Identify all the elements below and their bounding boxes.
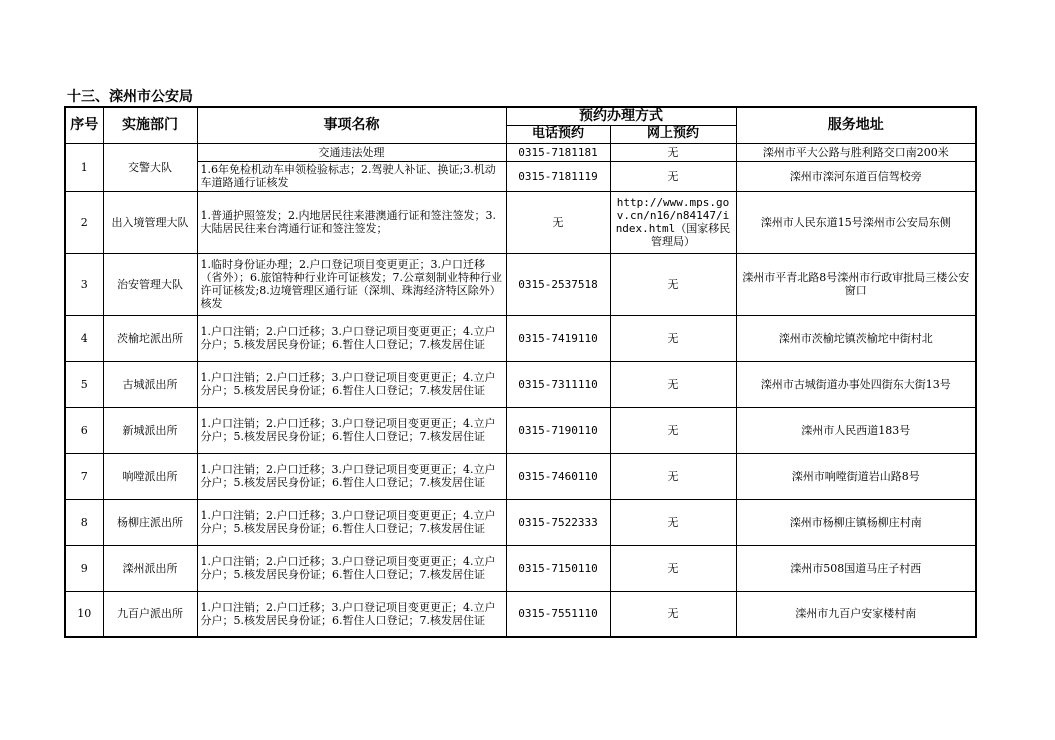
row-items: 1.6年免检机动车申领检验标志；2.驾驶人补证、换证;3.机动车道路通行证核发 <box>197 161 506 191</box>
row-dept: 九百户派出所 <box>103 591 197 637</box>
row-online: 无 <box>610 361 736 407</box>
online-note: （国家移民管理局） <box>651 222 731 248</box>
row-online: 无 <box>610 253 736 315</box>
row-items: 1.户口注销；2.户口迁移；3.户口登记项目变更更正；4.立户分户；5.核发居民身份证；6.暂住人口登记；7.核发居住证 <box>197 361 506 407</box>
row-phone: 0315-7181181 <box>506 143 610 161</box>
header-phone: 电话预约 <box>506 125 610 143</box>
row-dept: 杨柳庄派出所 <box>103 499 197 545</box>
row-address: 滦州市茨榆坨镇茨榆坨中街村北 <box>736 315 976 361</box>
row-items: 1.临时身份证办理；2.户口登记项目变更更正；3.户口迁移（省外）；6.旅馆特种行业许可证核发；7.公章刻制业特种行业许可证核发;8.边境管理区通行证（深圳、珠海经济特区除外）核发 <box>197 253 506 315</box>
row-no: 10 <box>65 591 103 637</box>
row-online: 无 <box>610 453 736 499</box>
row-online: 无 <box>610 499 736 545</box>
row-phone: 0315-7150110 <box>506 545 610 591</box>
row-address: 滦州市滦河东道百信驾校旁 <box>736 161 976 191</box>
table-row <box>65 143 976 161</box>
row-address: 滦州市响嘡街道岩山路8号 <box>736 453 976 499</box>
table-row <box>65 545 976 591</box>
row-online: 无 <box>610 591 736 637</box>
table-row <box>65 191 976 253</box>
section-title: 十三、滦州市公安局 <box>67 89 193 105</box>
table-row <box>65 361 976 407</box>
row-online: 无 <box>610 407 736 453</box>
row-phone: 0315-7419110 <box>506 315 610 361</box>
row-items: 交通违法处理 <box>197 143 506 161</box>
row-phone: 0315-7181119 <box>506 161 610 191</box>
row-items: 1.户口注销；2.户口迁移；3.户口登记项目变更更正；4.立户分户；5.核发居民身份证；6.暂住人口登记；7.核发居住证 <box>197 315 506 361</box>
row-dept: 茨榆坨派出所 <box>103 315 197 361</box>
row-no: 4 <box>65 315 103 361</box>
table-row <box>65 407 976 453</box>
row-no: 9 <box>65 545 103 591</box>
table-row <box>65 315 976 361</box>
row-online: 无 <box>610 545 736 591</box>
row-online: 无 <box>610 143 736 161</box>
appointment-table <box>64 106 977 638</box>
row-items: 1.户口注销；2.户口迁移；3.户口登记项目变更更正；4.立户分户；5.核发居民身份证；6.暂住人口登记；7.核发居住证 <box>197 453 506 499</box>
header-dept: 实施部门 <box>103 107 197 143</box>
header-address: 服务地址 <box>736 107 976 143</box>
row-phone: 0315-2537518 <box>506 253 610 315</box>
row-items: 1.普通护照签发；2.内地居民往来港澳通行证和签注签发；3.大陆居民往来台湾通行证和签注签发； <box>197 191 506 253</box>
online-url[interactable]: http://www.mps.gov.cn/n16/n84147/index.html <box>615 196 730 235</box>
row-online: 无 <box>610 315 736 361</box>
header-method: 预约办理方式 <box>506 107 736 125</box>
row-dept: 响嘡派出所 <box>103 453 197 499</box>
row-items: 1.户口注销；2.户口迁移；3.户口登记项目变更更正；4.立户分户；5.核发居民身份证；6.暂住人口登记；7.核发居住证 <box>197 499 506 545</box>
header-items: 事项名称 <box>197 107 506 143</box>
row-no: 7 <box>65 453 103 499</box>
row-dept: 滦州派出所 <box>103 545 197 591</box>
row-items: 1.户口注销；2.户口迁移；3.户口登记项目变更更正；4.立户分户；5.核发居民身份证；6.暂住人口登记；7.核发居住证 <box>197 407 506 453</box>
row-online-link[interactable] <box>610 191 736 253</box>
header-no: 序号 <box>65 107 103 143</box>
row-address: 滦州市九百户安家楼村南 <box>736 591 976 637</box>
row-address: 滦州市平大公路与胜利路交口南200米 <box>736 143 976 161</box>
row-no: 6 <box>65 407 103 453</box>
row-phone: 无 <box>506 191 610 253</box>
row-address: 滦州市508国道马庄子村西 <box>736 545 976 591</box>
row-address: 滦州市人民东道15号滦州市公安局东侧 <box>736 191 976 253</box>
table-row <box>65 453 976 499</box>
row-no: 1 <box>65 143 103 191</box>
row-address: 滦州市古城街道办事处四街东大街13号 <box>736 361 976 407</box>
row-address: 滦州市杨柳庄镇杨柳庄村南 <box>736 499 976 545</box>
row-address: 滦州市平青北路8号滦州市行政审批局三楼公安窗口 <box>736 253 976 315</box>
row-no: 3 <box>65 253 103 315</box>
row-dept: 新城派出所 <box>103 407 197 453</box>
table-row <box>65 499 976 545</box>
row-phone: 0315-7311110 <box>506 361 610 407</box>
row-address: 滦州市人民西道183号 <box>736 407 976 453</box>
row-no: 8 <box>65 499 103 545</box>
row-dept: 治安管理大队 <box>103 253 197 315</box>
row-dept: 出入境管理大队 <box>103 191 197 253</box>
row-online: 无 <box>610 161 736 191</box>
table-row <box>65 591 976 637</box>
table-row <box>65 161 976 191</box>
row-phone: 0315-7551110 <box>506 591 610 637</box>
row-no: 5 <box>65 361 103 407</box>
row-no: 2 <box>65 191 103 253</box>
row-items: 1.户口注销；2.户口迁移；3.户口登记项目变更更正；4.立户分户；5.核发居民身份证；6.暂住人口登记；7.核发居住证 <box>197 591 506 637</box>
table-row <box>65 253 976 315</box>
row-items: 1.户口注销；2.户口迁移；3.户口登记项目变更更正；4.立户分户；5.核发居民身份证；6.暂住人口登记；7.核发居住证 <box>197 545 506 591</box>
row-dept: 古城派出所 <box>103 361 197 407</box>
header-online: 网上预约 <box>610 125 736 143</box>
row-dept: 交警大队 <box>103 143 197 191</box>
row-phone: 0315-7522333 <box>506 499 610 545</box>
row-phone: 0315-7190110 <box>506 407 610 453</box>
row-phone: 0315-7460110 <box>506 453 610 499</box>
